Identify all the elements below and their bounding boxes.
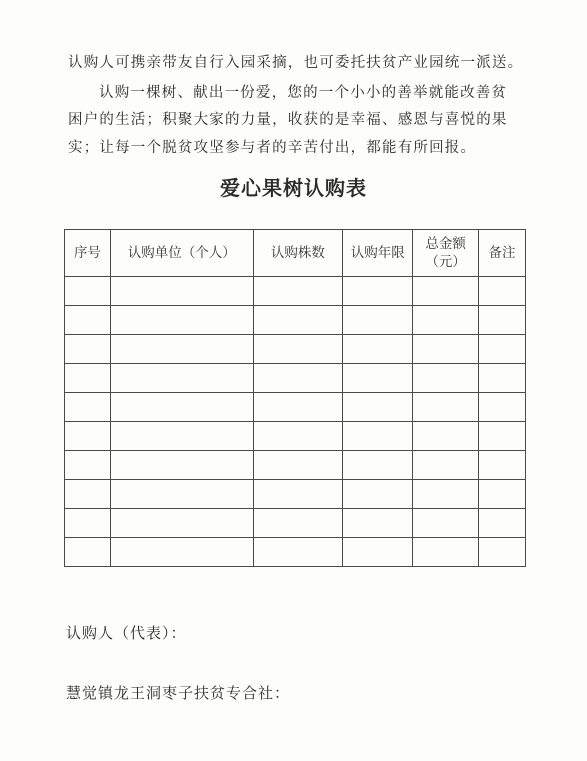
- form-title: 爱心果树认购表: [220, 176, 367, 200]
- cell-amount: [413, 509, 479, 538]
- cell-remark: [479, 306, 526, 335]
- cell-years: [343, 422, 413, 451]
- cell-count: [253, 306, 343, 335]
- cell-unit: [110, 451, 253, 480]
- col-header-unit: 认购单位（个人）: [110, 230, 253, 277]
- table-row: [65, 335, 526, 364]
- table-row: [65, 538, 526, 567]
- cell-unit: [110, 393, 253, 422]
- cell-remark: [479, 393, 526, 422]
- cell-years: [343, 306, 413, 335]
- col-header-remark: 备注: [479, 230, 526, 277]
- table-row: [65, 451, 526, 480]
- cell-amount: [413, 364, 479, 393]
- cell-years: [343, 480, 413, 509]
- col-header-years: 认购年限: [343, 230, 413, 277]
- cell-count: [253, 480, 343, 509]
- cell-seq: [65, 306, 111, 335]
- col-header-amount: [413, 230, 479, 277]
- cell-unit: [110, 538, 253, 567]
- cell-years: [343, 509, 413, 538]
- cell-remark: [479, 451, 526, 480]
- col-header-amount-line2: （元）: [425, 254, 466, 270]
- cell-unit: [110, 364, 253, 393]
- table-row: [65, 364, 526, 393]
- cell-amount: [413, 393, 479, 422]
- cell-seq: [65, 335, 111, 364]
- subscriber-signature-label: 认购人（代表）：: [66, 624, 187, 642]
- cell-amount: [413, 480, 479, 509]
- cell-unit: [110, 335, 253, 364]
- cell-unit: [110, 480, 253, 509]
- cell-amount: [413, 422, 479, 451]
- table-row: [65, 393, 526, 422]
- subscription-table: [64, 229, 526, 567]
- cell-remark: [479, 480, 526, 509]
- cell-years: [343, 538, 413, 567]
- cell-seq: [65, 393, 111, 422]
- cell-years: [343, 364, 413, 393]
- intro-line-4: 实；让每一个脱贫攻坚参与者的辛苦付出，都能有所回报。: [68, 140, 477, 156]
- table-row: [65, 422, 526, 451]
- cell-remark: [479, 538, 526, 567]
- table-row: [65, 480, 526, 509]
- cell-amount: [413, 451, 479, 480]
- table-row: [65, 306, 526, 335]
- cell-count: [253, 422, 343, 451]
- cell-count: [253, 277, 343, 306]
- cell-seq: [65, 422, 111, 451]
- cell-years: [343, 393, 413, 422]
- col-header-amount-line1: 总金额: [425, 236, 466, 252]
- cell-unit: [110, 277, 253, 306]
- cell-count: [253, 538, 343, 567]
- cell-amount: [413, 538, 479, 567]
- cell-seq: [65, 480, 111, 509]
- cell-count: [253, 509, 343, 538]
- cell-seq: [65, 451, 111, 480]
- intro-line-3: 困户的生活；积聚大家的力量，收获的是幸福、感恩与喜悦的果: [68, 112, 508, 128]
- col-header-seq: 序号: [65, 230, 111, 277]
- cell-remark: [479, 277, 526, 306]
- cell-unit: [110, 509, 253, 538]
- cell-remark: [479, 422, 526, 451]
- cell-count: [253, 393, 343, 422]
- intro-line-2: 认购一棵树、献出一份爱，您的一个小小的善举就能改善贫: [99, 85, 508, 101]
- table-header-row: [65, 230, 526, 277]
- cell-count: [253, 451, 343, 480]
- cell-count: [253, 364, 343, 393]
- cell-amount: [413, 335, 479, 364]
- cell-count: [253, 335, 343, 364]
- cell-unit: [110, 422, 253, 451]
- cell-remark: [479, 509, 526, 538]
- cell-remark: [479, 364, 526, 393]
- intro-line-1: 认购人可携亲带友自行入园采摘，也可委托扶贫产业园统一派送。: [68, 55, 524, 71]
- table-row: [65, 277, 526, 306]
- cell-seq: [65, 364, 111, 393]
- cell-seq: [65, 538, 111, 567]
- cell-years: [343, 451, 413, 480]
- cell-amount: [413, 306, 479, 335]
- table-row: [65, 509, 526, 538]
- cell-seq: [65, 509, 111, 538]
- table-body: [65, 277, 526, 567]
- cell-amount: [413, 277, 479, 306]
- cell-seq: [65, 277, 111, 306]
- col-header-count: 认购株数: [253, 230, 343, 277]
- cell-years: [343, 277, 413, 306]
- cell-unit: [110, 306, 253, 335]
- cell-years: [343, 335, 413, 364]
- cooperative-signature-label: 慧觉镇龙王洞枣子扶贫专合社：: [66, 684, 291, 702]
- cell-remark: [479, 335, 526, 364]
